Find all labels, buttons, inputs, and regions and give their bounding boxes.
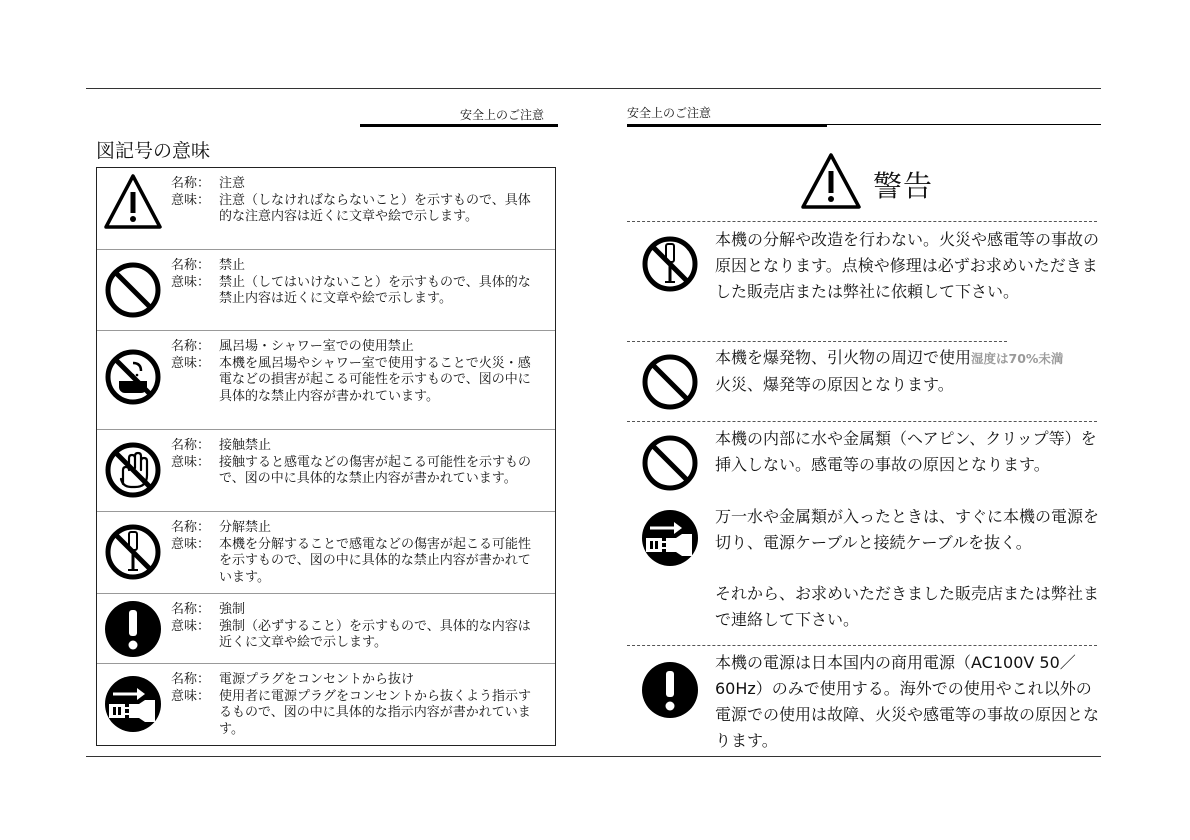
unplug-icon (640, 508, 700, 568)
symbol-row-caution (97, 168, 555, 250)
divider (627, 221, 1097, 222)
name-label: 名称： (171, 339, 211, 354)
symbol-row-no-disassembly (97, 512, 555, 594)
warning-insert-text: 本機の内部に水や金属類（ヘアピン、クリップ等）を挿入しない。感電等の事故の原因となります。 (715, 429, 1097, 474)
caution-triangle-icon (103, 172, 163, 232)
meaning-label: 意味： (171, 355, 211, 371)
symbol-meaning: 注意（しなければならないこと）を示すもので、具体的な注意内容は近くに文章や絵で示します。 (219, 192, 531, 224)
symbol-text (171, 339, 537, 405)
symbol-name: 禁止 (219, 258, 246, 273)
warning-triangle-icon (800, 152, 862, 210)
symbol-table (96, 167, 556, 746)
mandatory-icon (640, 660, 700, 720)
name-label: 名称： (171, 438, 211, 453)
meaning-label: 意味： (171, 536, 211, 552)
no-disassembly-icon (103, 522, 163, 582)
symbol-meaning: 禁止（してはいけないこと）を示すもので、具体的な禁止内容は近くに文章や絵で示します。 (219, 274, 531, 306)
right-header-bar (627, 124, 827, 127)
symbol-name: 風呂場・シャワー室での使用禁止 (219, 339, 414, 354)
name-label: 名称： (171, 672, 211, 687)
symbol-row-unplug (97, 664, 555, 747)
symbol-text (171, 672, 537, 738)
symbol-text (171, 438, 537, 488)
warning-explosive-line2: 火災、爆発等の原因となります。 (715, 375, 954, 394)
warning-contact-text: それから、お求めいただきました販売店または弊社まで連絡して下さい。 (715, 584, 1100, 629)
symbol-row-mandatory (97, 594, 555, 664)
name-label: 名称： (171, 520, 211, 535)
bottom-rule (86, 756, 1101, 757)
symbol-name: 注意 (219, 176, 246, 191)
warning-disassembly-text: 本機の分解や改造を行わない。火災や感電等の事故の原因となります。点検や修理は必ずお求めいただきました販売店または弊社に依頼して下さい。 (715, 230, 1100, 301)
no-touch-icon (103, 440, 163, 500)
symbol-meaning: 接触すると感電などの傷害が起こる可能性を示すもので、図の中に具体的な禁止内容が書かれています。 (219, 454, 532, 486)
warning-explosive-line1: 本機を爆発物、引火物の周辺で使用 (715, 348, 972, 367)
warning-explosive-text (715, 345, 1155, 398)
mandatory-icon (103, 599, 163, 659)
meaning-label: 意味： (171, 688, 211, 704)
symbol-text (171, 602, 537, 652)
page-title: 図記号の意味 (96, 140, 211, 162)
symbol-row-no-touch (97, 430, 555, 512)
prohibition-icon (640, 352, 700, 412)
prohibition-icon (103, 260, 163, 320)
symbol-text (171, 176, 537, 226)
left-header-bar (360, 124, 558, 127)
name-label: 名称： (171, 602, 211, 617)
no-bathroom-use-icon (103, 347, 163, 407)
warning-title: 警告 (873, 169, 934, 203)
symbol-name: 接触禁止 (219, 438, 272, 453)
no-disassembly-icon (640, 234, 700, 294)
name-label: 名称： (171, 176, 211, 191)
name-label: 名称： (171, 258, 211, 273)
symbol-text (171, 520, 537, 586)
divider (627, 341, 1007, 342)
meaning-label: 意味： (171, 454, 211, 470)
warning-power-text: 本機の電源は日本国内の商用電源（AC100V 50／60Hz）のみで使用する。海外での使用やこれ以外の電源での使用は故障、火災や感電等の事故の原因となります。 (715, 653, 1100, 750)
meaning-label: 意味： (171, 274, 211, 290)
top-rule (86, 88, 1101, 89)
symbol-name: 強制 (219, 602, 246, 617)
symbol-meaning: 本機を分解することで感電などの傷害が起こる可能性を示すもので、図の中に具体的な禁止内容が書かれています。 (219, 536, 532, 585)
right-page-header: 安全上のご注意 (627, 106, 712, 120)
unplug-icon (103, 674, 163, 734)
divider (627, 421, 1097, 422)
symbol-name: 電源プラグをコンセントから抜け (219, 672, 415, 687)
symbol-row-prohibition (97, 250, 555, 331)
symbol-meaning: 強制（必ずすること）を示すもので、具体的な内容は近くに文章や絵で示します。 (219, 618, 531, 650)
humidity-overlay-text: 湿度は70%未満 (971, 351, 1064, 366)
warning-unplug-text: 万一水や金属類が入ったときは、すぐに本機の電源を切り、電源ケーブルと接続ケーブルを抜く。 (715, 507, 1100, 552)
symbol-text (171, 258, 537, 308)
symbol-row-no-bathroom (97, 331, 555, 430)
meaning-label: 意味： (171, 618, 211, 634)
meaning-label: 意味： (171, 192, 211, 208)
symbol-meaning: 使用者に電源プラグをコンセントから抜くよう指示するもので、図の中に具体的な指示内容が書かれています。 (219, 688, 532, 737)
divider (627, 645, 1097, 646)
symbol-meaning: 本機を風呂場やシャワー室で使用することで火災・感電などの損害が起こる可能性を示すもので、図の中に具体的な禁止内容が書かれています。 (219, 355, 531, 404)
left-page-header: 安全上のご注意 (460, 108, 545, 122)
symbol-name: 分解禁止 (219, 520, 272, 535)
prohibition-icon (640, 433, 700, 493)
